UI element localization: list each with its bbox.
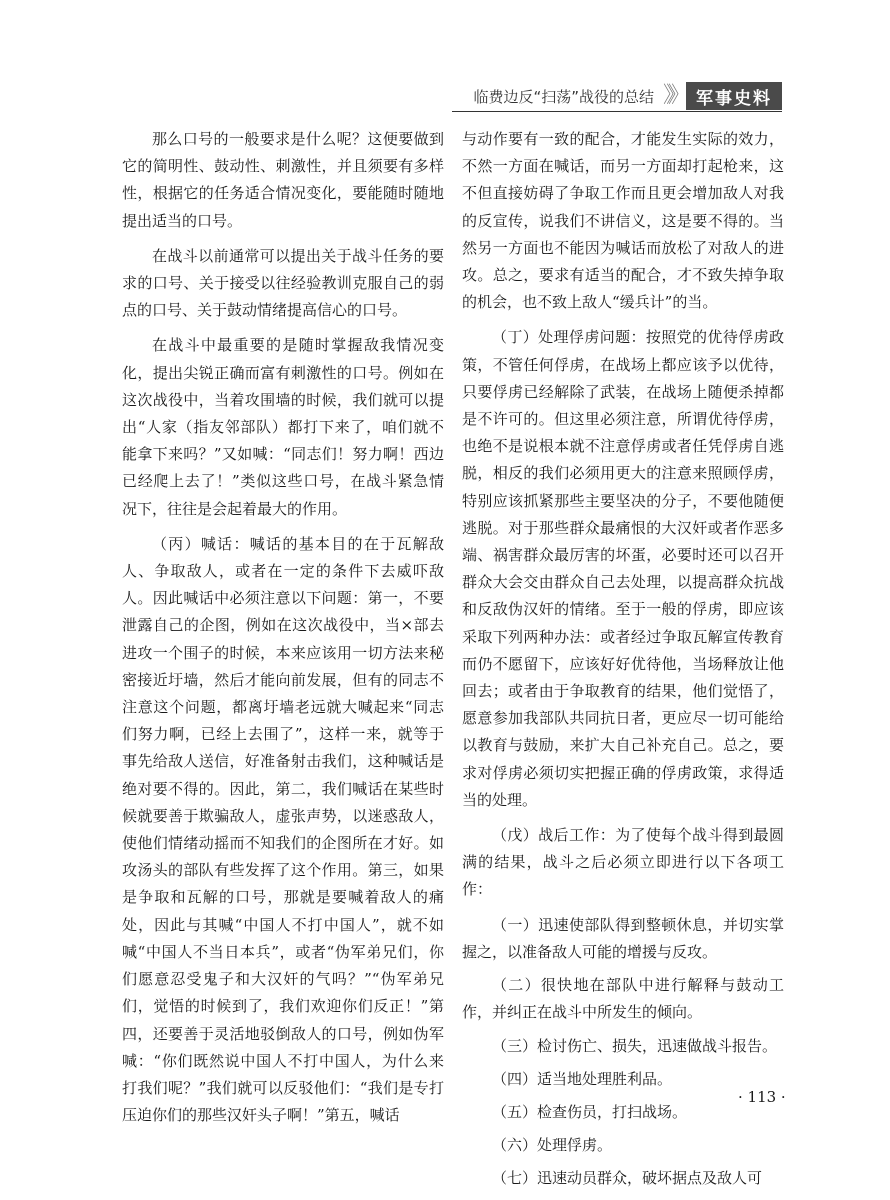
running-header — [452, 82, 782, 112]
section-tag: 军事史料 — [686, 82, 782, 110]
list-item: （四）适当地处理胜利品。 — [492, 1069, 673, 1088]
header-title: 临费边反“扫荡”战役的总结 — [473, 88, 654, 106]
list-item: （三）检讨伤亡、损失，迅速做战斗报告。 — [492, 1036, 778, 1055]
list-item: （七）迅速动员群众，破坏据点及敌人可 — [492, 1169, 763, 1188]
list-item: （一）迅速使部队得到整顿休息，并切实掌握之，以准备敌人可能的增援与反攻。 — [462, 915, 784, 961]
paragraph: （丁）处理俘虏问题：按照党的优待俘虏政策，不管任何俘虏，在战场上都应该予以优待，只要俘虏已经解除了武装，在战场上随便杀掉都是不许可的。但这里必须注意，所谓优待俘虏，也绝不是说根本就不注意俘虏或者任凭俘虏自逃脱，相反的我们必须用更大的注意来照顾俘虏，特别应该抓紧那些主要坚决的分子，不要他随便逃脱。对于那些群众最痛恨的大汉奸或者作恶多端、祸害群众最厉害的坏蛋，必要时还可以召开群众大会交由群众自己去处理，以提高群众抗战和反敌伪汉奸的情绪。至于一般的俘虏，即应该采取下列两种办法：或者经过争取瓦解宣传教育而仍不愿留下，应该好好优待他，当场释放让他回去；或者由于争取教育的结果，他们觉悟了，愿意参加我部队共同抗日者，更应尽一切可能给以教育与鼓励，来扩大自己补充自己。总之，要求对俘虏必须切实把握正确的俘虏政策，求得适当的处理。 — [462, 328, 784, 809]
right-column — [462, 126, 784, 1199]
list-item: （二）很快地在部队中进行解释与鼓动工作，并纠正在战斗中所发生的倾向。 — [462, 976, 784, 1022]
paragraph: 那么口号的一般要求是什么呢？这便要做到它的简明性、鼓动性、刺激性，并且须要有多样性，根据它的任务适合情况变化，要能随时随地提出适当的口号。 — [122, 130, 444, 230]
list-item: （五）检查伤员，打扫战场。 — [492, 1102, 688, 1121]
paragraph-continuation: 与动作要有一致的配合，才能发生实际的效力，不然一方面在喊话，而另一方面却打起枪来，这不但直接妨碍了争取工作而且更会增加敌人对我的反宣传，说我们不讲信义，这是要不得的。当然另一方面也不能因为喊话而放松了对敌人的进攻。总之，要求有适当的配合，才不致失掉争取的机会，也不致上敌人“缓兵计”的当。 — [462, 130, 784, 312]
header-rule — [452, 111, 782, 112]
list-item: （六）处理俘虏。 — [492, 1136, 613, 1155]
left-column — [122, 126, 444, 1137]
paragraph: 在战斗以前通常可以提出关于战斗任务的要求的口号、关于接受以往经验教训克服自己的弱点的口号、关于鼓动情绪提高信心的口号。 — [122, 246, 444, 320]
paragraph: （戊）战后工作：为了使每个战斗得到最圆满的结果，战斗之后必须立即进行以下各项工作： — [462, 826, 784, 899]
page-number: · 113 · — [738, 1088, 786, 1106]
paragraph: （丙）喊话：喊话的基本目的在于瓦解敌人、争取敌人，或者在一定的条件下去威吓敌人。因此喊话中必须注意以下问题：第一，不要泄露自己的企图，例如在这次战役中，当×部去进攻一个围子的时候，本来应该用一切方法来秘密接近圩墙，然后才能向前发展，但有的同志不注意这个问题，都离圩墙老远就大喊起来“同志们努力啊，已经上去围了”，这样一来，就等于事先给敌人送信，好准备射击我们，这种喊话是绝对要不得的。因此，第二，我们喊话在某些时候就要善于欺骗敌人，虚张声势，以迷惑敌人，使他们情绪动摇而不知我们的企图所在才好。如攻汤头的部队有些发挥了这个作用。第三，如果是争取和瓦解的口号，那就是要喊着敌人的痛处，因此与其喊“中国人不打中国人”，就不如喊“中国人不当日本兵”，或者“伪军弟兄们，你们愿意忍受鬼子和大汉奸的气吗？”“伪军弟兄们，觉悟的时候到了，我们欢迎你们反正！”第四，还要善于灵活地驳倒敌人的口号，例如伪军喊：“你们既然说中国人不打中国人，为什么来打我们呢？”我们就可以反驳他们：“我们是专打压迫你们的那些汉奸头子啊！”第五，喊话 — [122, 534, 444, 1125]
chevron-right-icon: 》》 — [662, 83, 684, 108]
paragraph: 在战斗中最重要的是随时掌握敌我情况变化，提出尖锐正确而富有刺激性的口号。例如在这次战役中，当着攻围墙的时候，我们就可以提出“人家（指友邻部队）都打下来了，咱们就不能拿下来吗？”又如喊：“同志们！努力啊！西边已经爬上去了！”类似这些口号，在战斗紧急情况下，往往是会起着最大的作用。 — [122, 336, 444, 518]
